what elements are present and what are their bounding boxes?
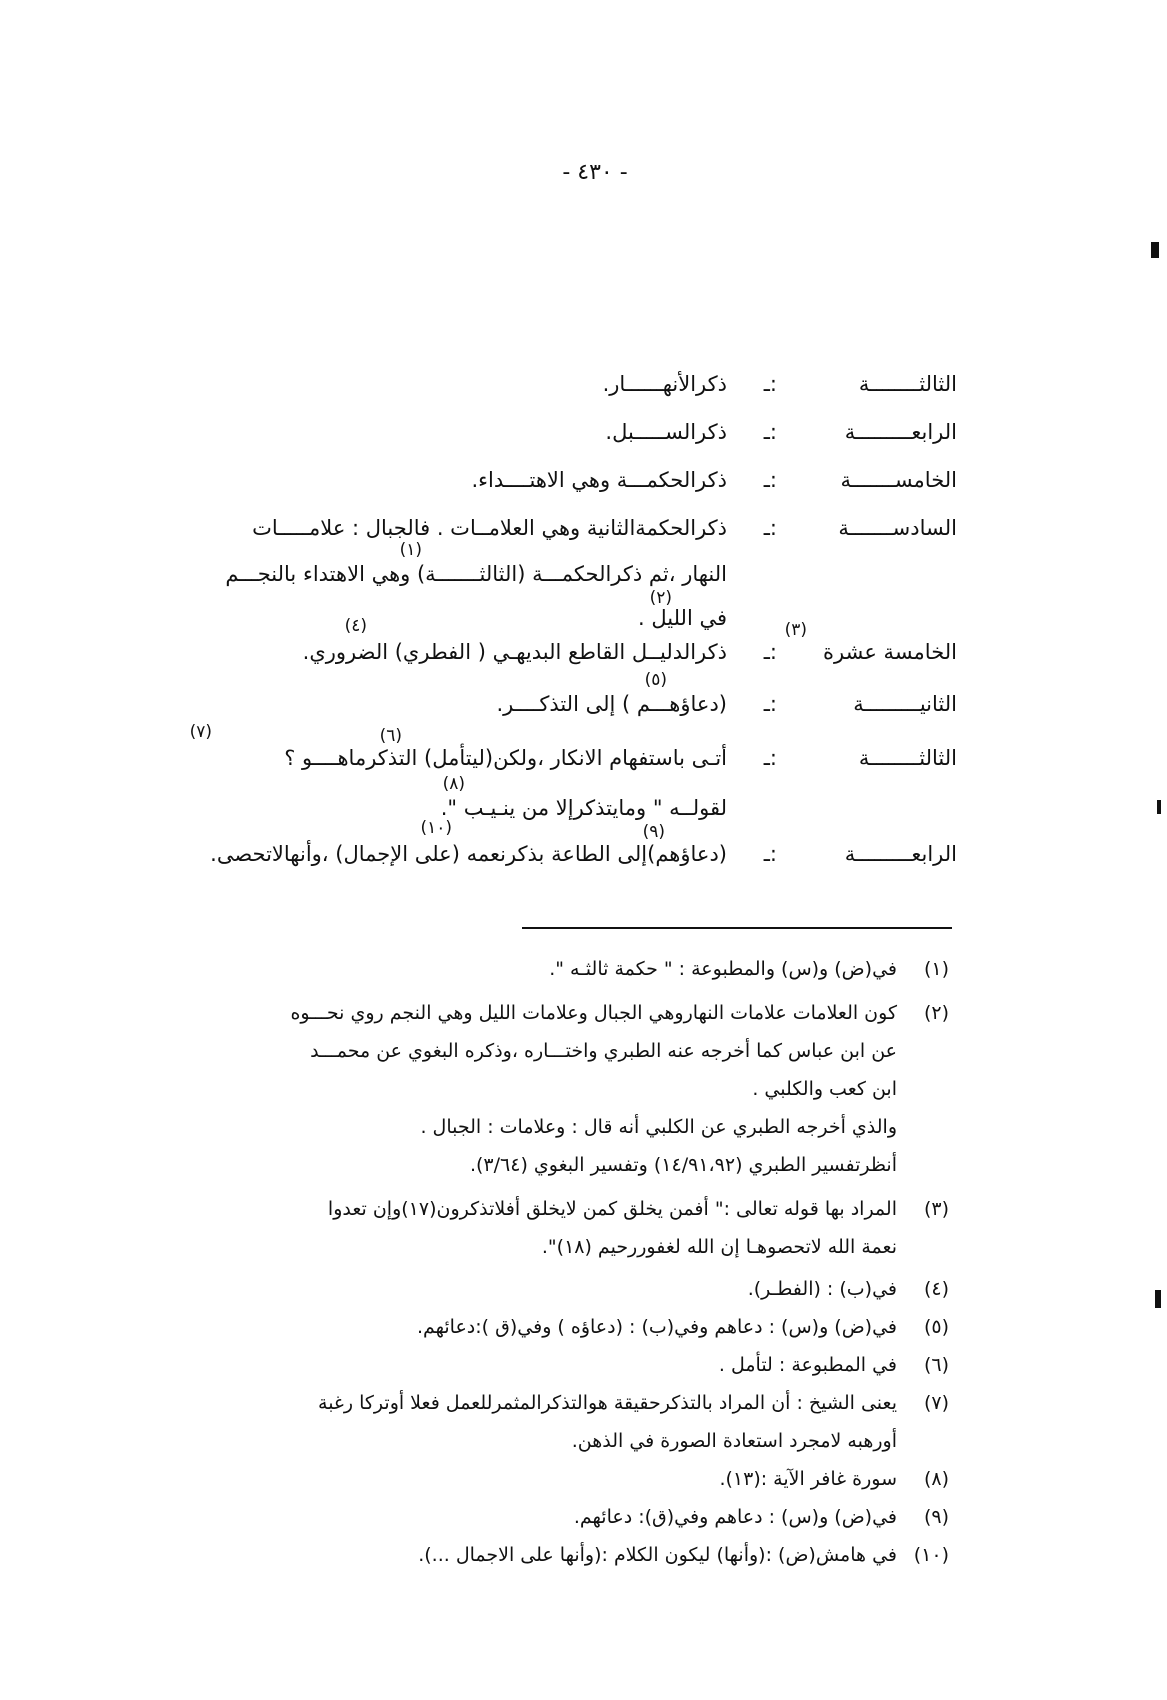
footnote	[89, 1460, 949, 1498]
item-separator: :ـ	[763, 372, 777, 396]
footnote	[89, 994, 949, 1184]
item-text: (دعاؤهم)إلى الطاعة بذكرنعمه (على الإجمال) ،وأنهالاتحصى.	[210, 842, 727, 866]
footnote-marker: (٤)	[344, 616, 367, 636]
item-separator: :ـ	[763, 842, 777, 866]
item-label: الثالثــــــــة	[858, 746, 957, 770]
footnote-text	[89, 1536, 897, 1574]
scan-edge-mark	[1155, 1290, 1161, 1308]
item-label: الرابعـــــــــة	[844, 842, 957, 866]
footnote-text	[89, 1384, 897, 1460]
item-separator: :ـ	[763, 746, 777, 770]
footnote-line: المراد بها قوله تعالى :" أفمن يخلق كمن لايخلق أفلاتذكرون(١٧)وإن تعدوا	[327, 1198, 897, 1220]
item-label: الرابعـــــــــة	[844, 420, 957, 444]
item-separator: :ـ	[763, 420, 777, 444]
item-text	[107, 744, 727, 822]
footnote-line: كون العلامات علامات النهاروهي الجبال وعلامات الليل وهي النجم روي نحـــوه	[290, 1002, 897, 1024]
footnote-number: (٩)	[923, 1506, 949, 1528]
footnote-marker: (٩)	[642, 822, 665, 842]
footnote-line: يعنى الشيخ : أن المراد بالتذكرحقيقة هوالتذكرالمثمرللعمل فعلا أوتركا رغبة	[318, 1392, 897, 1414]
item-label: الخامســـــــة	[840, 468, 957, 492]
footnote-marker: (٣)	[784, 620, 807, 640]
footnote	[89, 1498, 949, 1536]
footnote-text	[89, 1460, 897, 1498]
footnote-line: أنظرتفسير الطبري (١٤/٩١،٩٢) وتفسير البغوي (٣/٦٤).	[469, 1154, 897, 1176]
footnote-line: سورة غافر الآية :(١٣).	[719, 1468, 897, 1490]
footnote-marker: (٦)	[379, 726, 402, 746]
item-text: ذكرالحكمـــة وهي الاهتــــداء.	[471, 468, 727, 492]
footnote-text	[89, 1308, 897, 1346]
footnote	[89, 950, 949, 988]
footnote-number: (٦)	[923, 1354, 949, 1376]
footnote-text	[89, 950, 897, 988]
footnote-line: في(ض) و(س) والمطبوعة : " حكمة ثالثـه ".	[549, 958, 897, 980]
item-line: النهار ،ثم ذكرالحكمـــة (الثالثـــــــة) وهي الاهتداء بالنجـــم	[225, 562, 727, 586]
footnote-marker: (٥)	[644, 670, 667, 690]
footnote-marker: (٨)	[442, 774, 465, 794]
footnote-text	[89, 1270, 897, 1308]
footnote	[89, 1308, 949, 1346]
footnotes	[89, 950, 949, 1574]
footnote	[89, 1346, 949, 1384]
footnote-number: (٧)	[923, 1392, 949, 1414]
item-separator: :ـ	[763, 692, 777, 716]
main-list	[107, 370, 957, 888]
list-item	[107, 418, 957, 466]
footnote-marker: (١٠)	[420, 818, 452, 838]
footnote-line: ابن كعب والكلبي .	[752, 1078, 897, 1100]
footnote-line: في(ض) و(س) : دعاهم وفي(ب) : (دعاؤه ) وفي(ق ):دعائهم.	[416, 1316, 897, 1338]
footnote-line: في هامش(ض) :(وأنها) ليكون الكلام :(وأنها على الاجمال ...).	[418, 1544, 897, 1566]
list-item	[107, 370, 957, 418]
item-text: ذكرالســـــبل.	[605, 420, 727, 444]
footnote-line: والذي أخرجه الطبري عن الكلبي أنه قال : وعلامات : الجبال .	[420, 1116, 897, 1138]
footnote-marker: (٧)	[189, 722, 212, 742]
footnote	[89, 1270, 949, 1308]
footnote-marker: (١)	[399, 540, 422, 560]
list-item	[107, 514, 957, 638]
item-line: لقولــه " ومايتذكرإلا من ينـيـب ".	[440, 796, 727, 820]
footnote-line: أورهبه لامجرد استعادة الصورة في الذهن.	[571, 1430, 897, 1452]
footnote-line: في المطبوعة : لتأمل .	[718, 1354, 897, 1376]
footnote	[89, 1190, 949, 1266]
item-text: (دعاؤهـــم ) إلى التذكــــر.	[496, 692, 727, 716]
footnote-divider	[522, 927, 952, 929]
item-label: الثالثــــــــة	[858, 372, 957, 396]
footnote-marker: (٢)	[649, 588, 672, 608]
footnote-line: نعمة الله لاتحصوهـا إن الله لغفوررحيم (١٨)".	[541, 1236, 897, 1258]
page-number: - ٤٣٠ -	[562, 160, 628, 185]
item-separator: :ـ	[763, 640, 777, 664]
footnote-number: (٢)	[923, 1002, 949, 1024]
item-separator: :ـ	[763, 516, 777, 540]
item-line: في الليل .	[638, 606, 727, 630]
footnote-number: (٥)	[923, 1316, 949, 1338]
list-item	[107, 466, 957, 514]
footnote-text	[89, 994, 897, 1184]
item-text	[107, 514, 727, 632]
item-text: ذكرالدليــل القاطع البديهـي ( الفطري) الضروري.	[302, 640, 727, 664]
footnote	[89, 1536, 949, 1574]
footnote-text	[89, 1346, 897, 1384]
footnote-number: (١)	[923, 958, 949, 980]
item-label: السادســـــــة	[838, 516, 957, 540]
footnote-number: (٣)	[923, 1198, 949, 1220]
item-label: الخامسة عشرة	[823, 640, 957, 664]
footnote-text	[89, 1498, 897, 1536]
list-item	[107, 722, 957, 840]
scan-edge-mark	[1151, 242, 1159, 258]
item-text: ذكرالأنهــــــار.	[602, 372, 727, 396]
item-label: الثانيـــــــــة	[853, 692, 957, 716]
list-item	[107, 670, 957, 744]
item-separator: :ـ	[763, 468, 777, 492]
footnote-number: (٨)	[923, 1468, 949, 1490]
footnote-line: في(ب) : (الفطـر).	[747, 1278, 897, 1300]
footnote-number: (٤)	[923, 1278, 949, 1300]
footnote	[89, 1384, 949, 1460]
footnote-number: (١٠)	[913, 1544, 949, 1566]
scan-edge-mark	[1157, 800, 1161, 814]
footnote-text	[89, 1190, 897, 1266]
footnote-line: في(ض) و(س) : دعاهم وفي(ق): دعائهم.	[573, 1506, 897, 1528]
list-item	[107, 818, 957, 888]
footnote-line: عن ابن عباس كما أخرجه عنه الطبري واختـــاره ،وذكره البغوي عن محمـــد	[310, 1040, 897, 1062]
item-line: أتـى باستفهام الانكار ،ولكن(ليتأمل) التذكرماهــــو ؟	[284, 746, 727, 770]
item-line: ذكرالحكمةالثانية وهي العلامــات . فالجبال : علامـــــات	[252, 516, 727, 540]
